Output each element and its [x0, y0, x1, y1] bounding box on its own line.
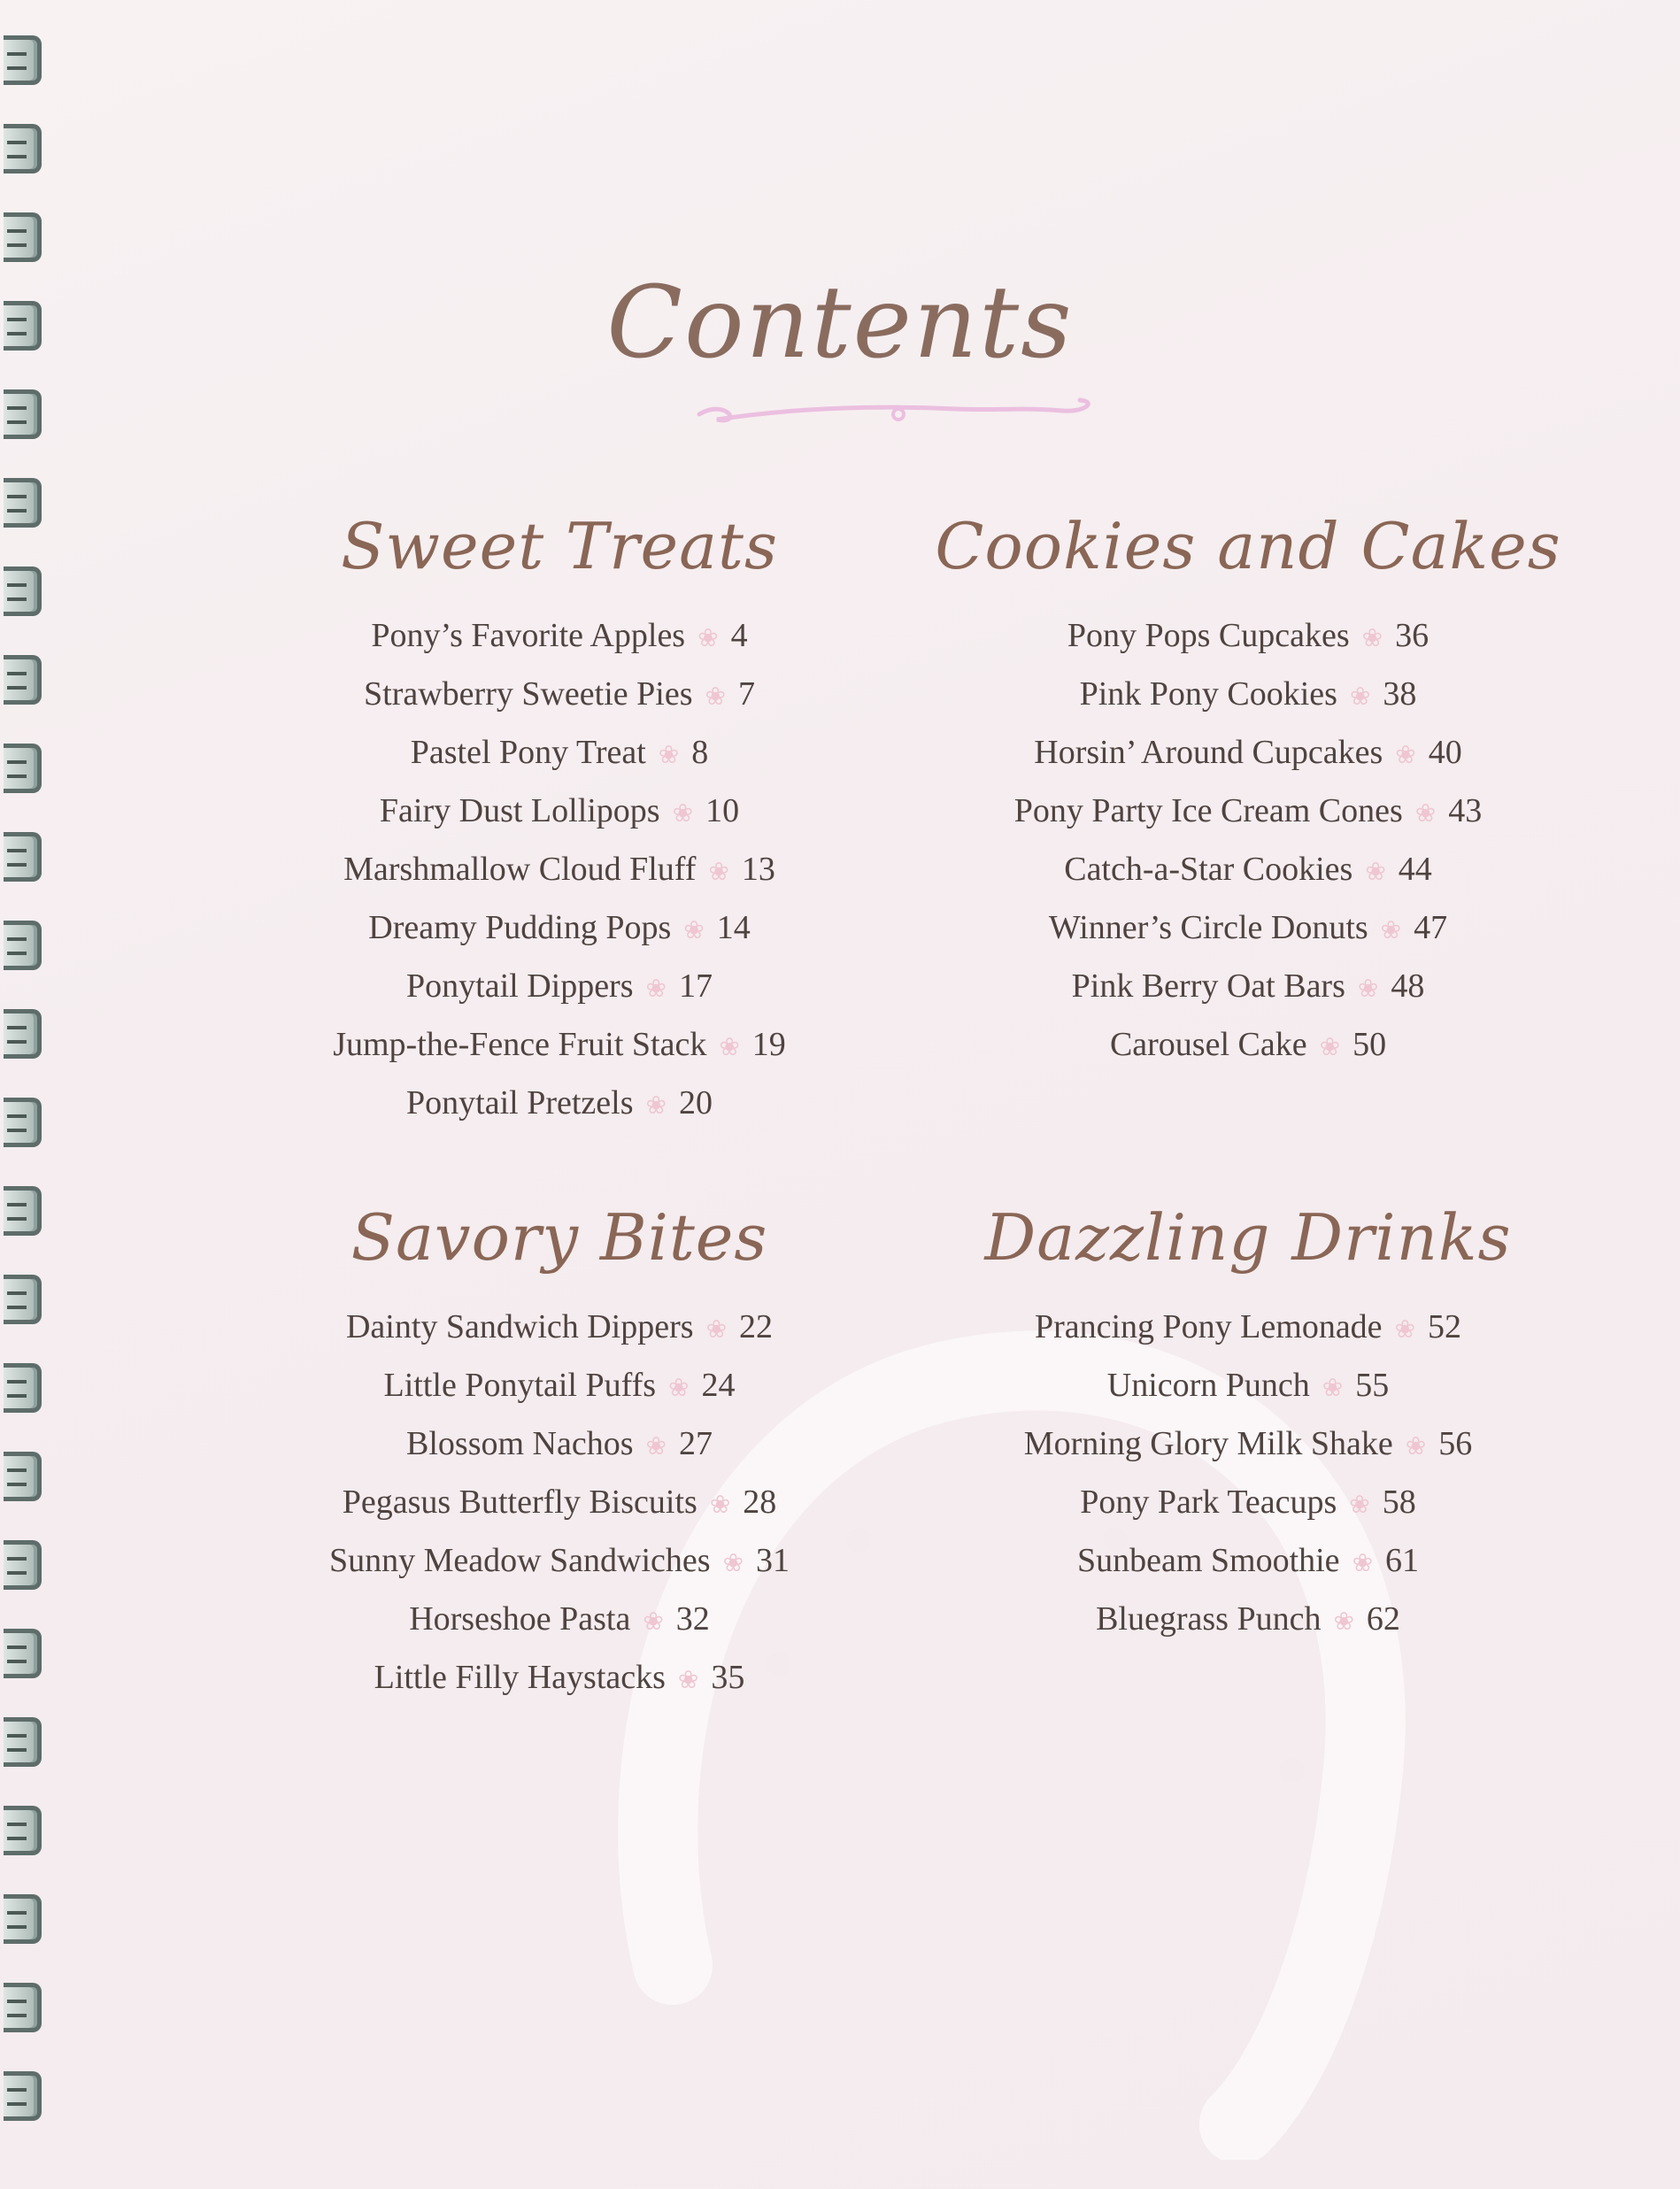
flower-separator-icon: ❀: [705, 683, 726, 711]
toc-entry: [912, 1298, 1584, 1356]
flower-separator-icon: ❀: [645, 1433, 667, 1461]
page-title: Contents: [606, 266, 1074, 381]
section-heading: Cookies and Cakes: [935, 509, 1561, 583]
recipe-name: Horsin’ Around Cupcakes: [1034, 734, 1383, 771]
spiral-ring: [4, 1629, 42, 1678]
flower-separator-icon: ❀: [1319, 1034, 1341, 1061]
toc-entry: [912, 1531, 1584, 1590]
flower-separator-icon: ❀: [1352, 1550, 1374, 1577]
page-number: 61: [1385, 1542, 1420, 1579]
flower-separator-icon: ❀: [705, 1316, 728, 1344]
flower-separator-icon: ❀: [645, 1092, 667, 1120]
page-number: 31: [756, 1542, 790, 1579]
toc-entry: [912, 1590, 1584, 1648]
flower-separator-icon: ❀: [1394, 1316, 1416, 1344]
toc-entry: [223, 1414, 896, 1473]
toc-entry: [223, 723, 896, 782]
flower-separator-icon: ❀: [1405, 1433, 1427, 1461]
toc-entry: [912, 606, 1584, 665]
page-number: 27: [678, 1425, 713, 1462]
section-savory-bites: [223, 1200, 896, 1707]
spiral-ring: [4, 655, 42, 705]
recipe-name: Winner’s Circle Donuts: [1048, 909, 1368, 946]
spiral-ring: [4, 921, 42, 970]
toc-entry: [223, 606, 896, 665]
page-number: 36: [1395, 617, 1430, 654]
page-number: 17: [678, 967, 713, 1005]
spiral-ring: [4, 832, 42, 882]
page-number: 50: [1352, 1026, 1387, 1063]
toc-entry: [912, 723, 1584, 782]
flower-separator-icon: ❀: [1414, 800, 1437, 828]
recipe-name: Marshmallow Cloud Fluff: [343, 851, 697, 888]
recipe-name: Little Filly Haystacks: [374, 1659, 666, 1696]
page-number: 48: [1391, 967, 1425, 1005]
spiral-ring: [4, 1186, 42, 1236]
toc-entry: [223, 1015, 896, 1074]
spiral-ring: [4, 2071, 42, 2121]
page-number: 58: [1382, 1484, 1416, 1521]
page-number: 38: [1383, 675, 1417, 713]
recipe-name: Pony Party Ice Cream Cones: [1013, 792, 1403, 829]
toc-entry: [223, 1531, 896, 1590]
spiral-ring: [4, 1717, 42, 1767]
recipe-name: Pastel Pony Treat: [410, 734, 646, 771]
page-number: 47: [1414, 909, 1448, 946]
recipe-name: Dreamy Pudding Pops: [368, 909, 672, 946]
recipe-name: Carousel Cake: [1109, 1026, 1307, 1063]
flower-separator-icon: ❀: [719, 1034, 740, 1061]
flower-separator-icon: ❀: [1349, 1491, 1370, 1519]
flower-separator-icon: ❀: [643, 1608, 664, 1636]
flower-separator-icon: ❀: [1322, 1375, 1344, 1402]
section-heading: Dazzling Drinks: [984, 1200, 1512, 1275]
page-number: 8: [691, 734, 709, 771]
flower-separator-icon: ❀: [722, 1550, 744, 1577]
flower-separator-icon: ❀: [683, 917, 705, 944]
recipe-name: Sunny Meadow Sandwiches: [328, 1542, 711, 1579]
toc-entry: [912, 1015, 1584, 1074]
recipe-name: Ponytail Dippers: [406, 967, 634, 1005]
flower-separator-icon: ❀: [1333, 1608, 1354, 1636]
title-flourish-icon: [690, 389, 1106, 434]
page-number: 43: [1448, 792, 1483, 829]
toc-entry: [223, 898, 896, 957]
page-number: 35: [711, 1659, 745, 1696]
recipe-name: Sunbeam Smoothie: [1076, 1542, 1340, 1579]
flower-separator-icon: ❀: [709, 1491, 731, 1519]
section-dazzling-drinks: [912, 1200, 1584, 1648]
spiral-ring: [4, 744, 42, 793]
page-number: 62: [1366, 1600, 1400, 1638]
recipe-name: Jump-the-Fence Fruit Stack: [333, 1026, 707, 1063]
recipe-name: Bluegrass Punch: [1096, 1600, 1322, 1638]
recipe-name: Strawberry Sweetie Pies: [364, 675, 693, 713]
page-number: 52: [1428, 1308, 1462, 1345]
page-number: 20: [678, 1084, 713, 1121]
toc-entry: [223, 1356, 896, 1414]
recipe-name: Catch-a-Star Cookies: [1064, 851, 1353, 888]
spiral-ring: [4, 1452, 42, 1501]
toc-entry: [223, 957, 896, 1015]
recipe-name: Fairy Dust Lollipops: [379, 792, 660, 829]
flower-separator-icon: ❀: [1361, 625, 1383, 652]
section-heading: Savory Bites: [351, 1200, 768, 1275]
page-number: 19: [751, 1026, 786, 1063]
spiral-ring: [4, 35, 42, 85]
spiral-ring: [4, 212, 42, 262]
spiral-ring: [4, 1806, 42, 1855]
toc-entry: [912, 665, 1584, 723]
page-number: 56: [1438, 1425, 1473, 1462]
page-number: 7: [737, 675, 755, 713]
page-number: 32: [675, 1600, 710, 1638]
spiral-ring: [4, 1540, 42, 1590]
recipe-name: Prancing Pony Lemonade: [1034, 1308, 1383, 1345]
flower-separator-icon: ❀: [697, 625, 719, 652]
toc-entry: [223, 1298, 896, 1356]
recipe-name: Pink Berry Oat Bars: [1071, 967, 1345, 1005]
page-number: 10: [705, 792, 740, 829]
section-heading: Sweet Treats: [341, 509, 778, 583]
section-sweet-treats: [223, 509, 896, 1132]
recipe-name: Little Ponytail Puffs: [383, 1367, 657, 1404]
spiral-ring: [4, 1009, 42, 1059]
toc-entry: [223, 782, 896, 840]
recipe-name: Pony Pops Cupcakes: [1067, 617, 1350, 654]
toc-entry: [223, 840, 896, 898]
spiral-ring: [4, 1363, 42, 1413]
flower-separator-icon: ❀: [658, 742, 680, 769]
toc-entry: [223, 1590, 896, 1648]
recipe-name: Horseshoe Pasta: [409, 1600, 631, 1638]
spiral-ring: [4, 1275, 42, 1324]
recipe-name: Unicorn Punch: [1106, 1367, 1310, 1404]
toc-entry: [912, 1414, 1584, 1473]
recipe-name: Pink Pony Cookies: [1079, 675, 1337, 713]
spiral-ring: [4, 1098, 42, 1147]
flower-separator-icon: ❀: [668, 1375, 690, 1402]
recipe-name: Pony Park Teacups: [1080, 1484, 1337, 1521]
flower-separator-icon: ❀: [1380, 917, 1402, 944]
page-number: 28: [743, 1484, 777, 1521]
section-cookies-and-cakes: [912, 509, 1584, 1074]
recipe-name: Blossom Nachos: [406, 1425, 634, 1462]
toc-entry: [912, 1473, 1584, 1531]
spiral-ring: [4, 1983, 42, 2032]
page-number: 4: [730, 617, 748, 654]
toc-entry: [912, 1356, 1584, 1414]
toc-entry: [223, 1648, 896, 1707]
flower-separator-icon: ❀: [708, 859, 729, 886]
toc-entry: [912, 898, 1584, 957]
page-number: 22: [739, 1308, 774, 1345]
flower-separator-icon: ❀: [677, 1667, 699, 1694]
flower-separator-icon: ❀: [672, 800, 694, 828]
flower-separator-icon: ❀: [1357, 975, 1379, 1003]
recipe-name: Dainty Sandwich Dippers: [345, 1308, 694, 1345]
spiral-ring: [4, 478, 42, 528]
recipe-name: Pegasus Butterfly Biscuits: [342, 1484, 697, 1521]
page-number: 13: [741, 851, 775, 888]
flower-separator-icon: ❀: [1365, 859, 1386, 886]
spiral-ring: [4, 1894, 42, 1944]
page-number: 40: [1428, 734, 1462, 771]
spiral-ring: [4, 567, 42, 616]
page-number: 14: [716, 909, 751, 946]
toc-entry: [223, 1473, 896, 1531]
toc-entry: [912, 957, 1584, 1015]
flower-separator-icon: ❀: [1349, 683, 1371, 711]
page-number: 55: [1355, 1367, 1390, 1404]
toc-entry: [912, 840, 1584, 898]
flower-separator-icon: ❀: [1395, 742, 1416, 769]
page-number: 24: [701, 1367, 736, 1404]
toc-entry: [223, 665, 896, 723]
recipe-name: Pony’s Favorite Apples: [371, 617, 686, 654]
flower-separator-icon: ❀: [645, 975, 667, 1003]
recipe-name: Morning Glory Milk Shake: [1023, 1425, 1393, 1462]
toc-entry: [223, 1074, 896, 1132]
page-number: 44: [1398, 851, 1432, 888]
spiral-ring: [4, 124, 42, 173]
spiral-ring: [4, 389, 42, 439]
recipe-name: Ponytail Pretzels: [406, 1084, 634, 1121]
toc-entry: [912, 782, 1584, 840]
